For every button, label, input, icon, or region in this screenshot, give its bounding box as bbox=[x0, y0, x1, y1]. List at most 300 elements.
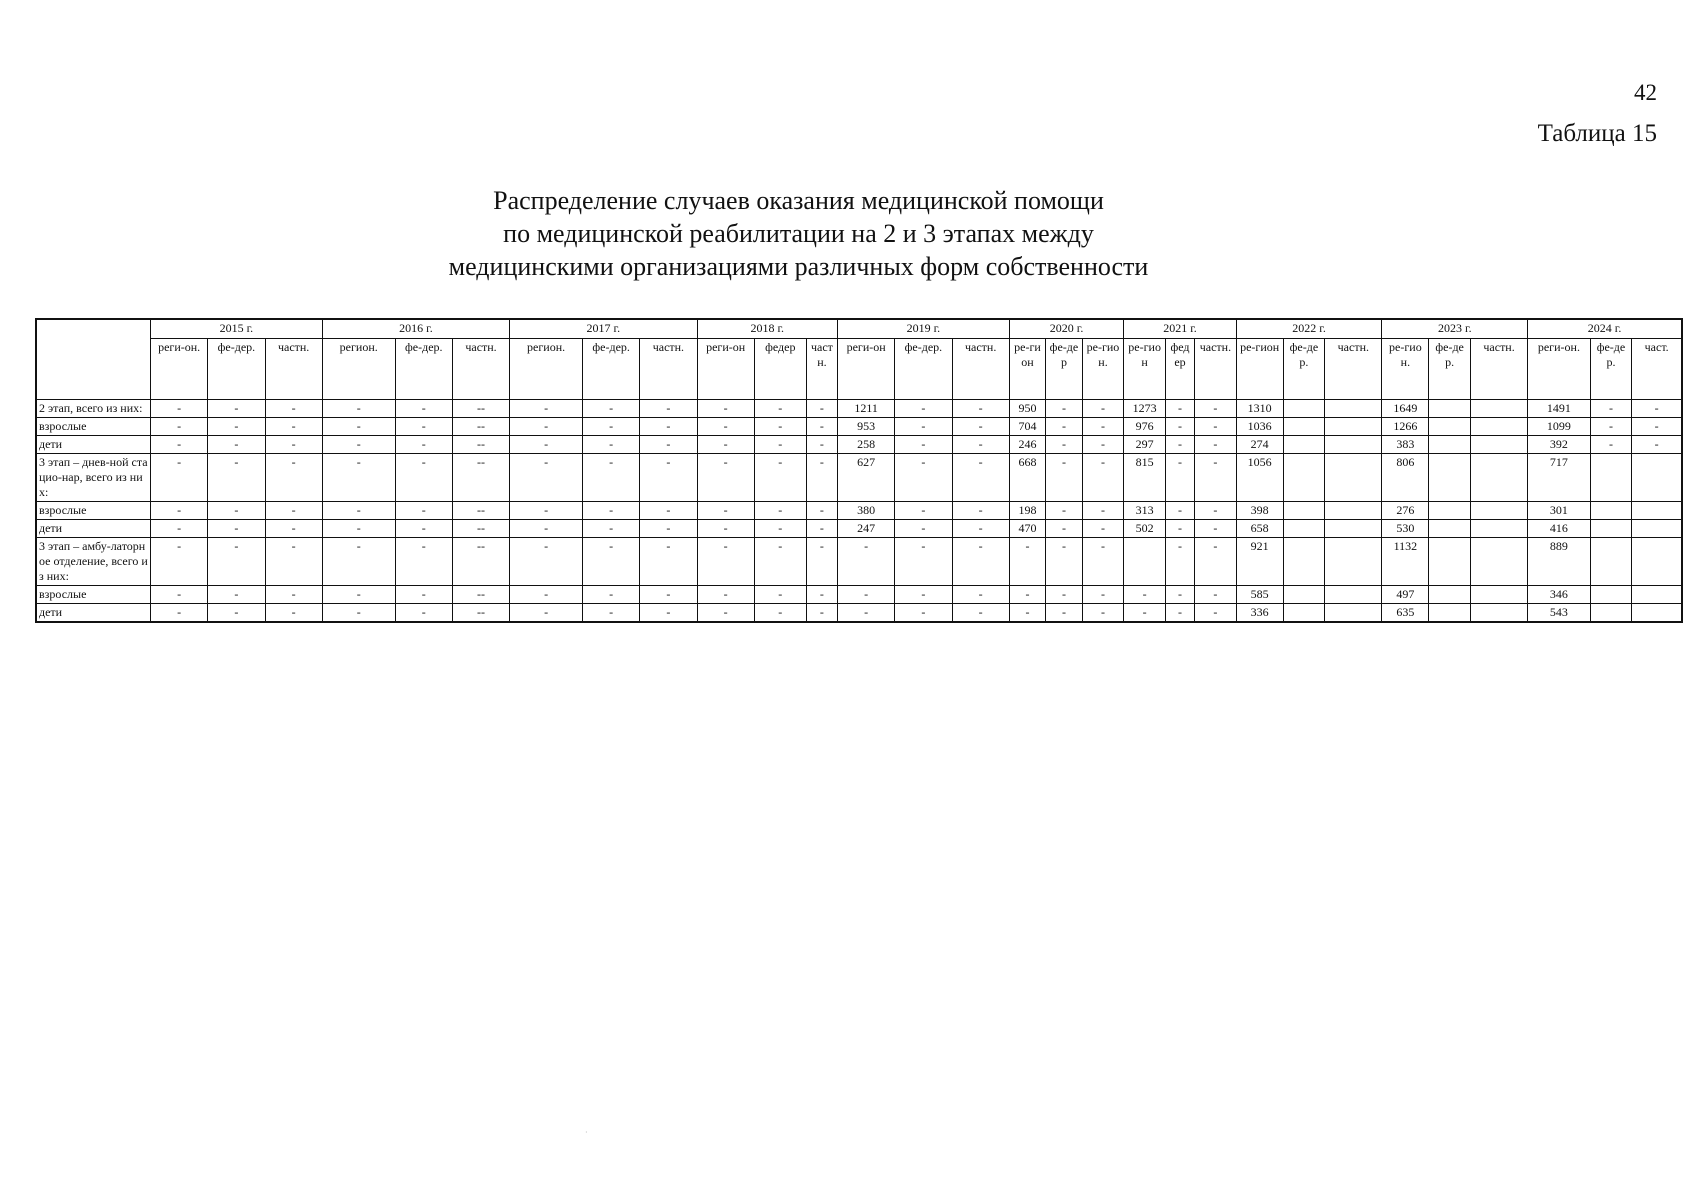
table-cell: - bbox=[583, 604, 640, 623]
table-cell: - bbox=[583, 418, 640, 436]
table-cell: - bbox=[151, 586, 208, 604]
table-cell: -- bbox=[452, 538, 509, 586]
table-cell: - bbox=[322, 538, 395, 586]
year-header: 2023 г. bbox=[1382, 319, 1528, 339]
table-row bbox=[36, 538, 1682, 586]
ownership-subheader: регион. bbox=[510, 339, 583, 400]
table-row bbox=[36, 520, 1682, 538]
table-row bbox=[36, 502, 1682, 520]
table-cell bbox=[1429, 502, 1471, 520]
table-cell: - bbox=[806, 400, 837, 418]
table-cell bbox=[1283, 454, 1325, 502]
table-cell: - bbox=[952, 586, 1009, 604]
table-cell: - bbox=[1082, 400, 1124, 418]
table-cell bbox=[1283, 436, 1325, 454]
table-cell: - bbox=[1046, 502, 1082, 520]
table-cell: - bbox=[895, 418, 952, 436]
ownership-subheader: реги-он. bbox=[151, 339, 208, 400]
table-cell: - bbox=[640, 538, 697, 586]
table-cell bbox=[1470, 436, 1527, 454]
table-cell: - bbox=[697, 502, 754, 520]
table-cell: 668 bbox=[1009, 454, 1045, 502]
table-cell: - bbox=[640, 454, 697, 502]
year-header: 2019 г. bbox=[838, 319, 1010, 339]
table-cell: 398 bbox=[1236, 502, 1283, 520]
table-cell: - bbox=[1082, 520, 1124, 538]
table-cell: - bbox=[640, 418, 697, 436]
table-cell: -- bbox=[452, 604, 509, 623]
table-cell bbox=[1632, 520, 1682, 538]
table-cell: - bbox=[583, 502, 640, 520]
table-cell: 1491 bbox=[1528, 400, 1590, 418]
table-cell: - bbox=[640, 520, 697, 538]
table-cell: 976 bbox=[1124, 418, 1166, 436]
table-cell: - bbox=[322, 586, 395, 604]
table-cell: - bbox=[1195, 586, 1237, 604]
table-cell bbox=[1470, 520, 1527, 538]
table-cell: - bbox=[208, 538, 265, 586]
ownership-subheader: частн. bbox=[1195, 339, 1237, 400]
table-cell: - bbox=[265, 400, 322, 418]
table-cell bbox=[1632, 454, 1682, 502]
table-cell bbox=[1470, 454, 1527, 502]
table-cell: - bbox=[395, 454, 452, 502]
ownership-subheader: реги-он bbox=[838, 339, 895, 400]
table-cell bbox=[1429, 520, 1471, 538]
ownership-subheader: фе-дер. bbox=[395, 339, 452, 400]
table-cell bbox=[1429, 604, 1471, 623]
table-cell: 543 bbox=[1528, 604, 1590, 623]
table-row bbox=[36, 400, 1682, 418]
table-cell: - bbox=[1195, 520, 1237, 538]
table-cell: - bbox=[208, 418, 265, 436]
table-cell: - bbox=[395, 586, 452, 604]
table-cell: - bbox=[1046, 520, 1082, 538]
table-cell: - bbox=[395, 436, 452, 454]
table-cell: 585 bbox=[1236, 586, 1283, 604]
table-cell: - bbox=[265, 520, 322, 538]
table-cell: - bbox=[1046, 538, 1082, 586]
table-row bbox=[36, 436, 1682, 454]
row-label: взрослые bbox=[36, 502, 151, 520]
table-cell: - bbox=[322, 400, 395, 418]
table-cell: - bbox=[265, 418, 322, 436]
table-cell: - bbox=[1165, 520, 1194, 538]
year-header: 2024 г. bbox=[1528, 319, 1682, 339]
table-cell: - bbox=[1632, 418, 1682, 436]
table-cell: - bbox=[1082, 604, 1124, 623]
title-line: по медицинской реабилитации на 2 и 3 этапах между bbox=[503, 219, 1094, 248]
table-cell: - bbox=[952, 538, 1009, 586]
table-cell: - bbox=[806, 604, 837, 623]
table-title bbox=[0, 184, 1697, 283]
table-cell bbox=[1325, 604, 1382, 623]
table-cell: 627 bbox=[838, 454, 895, 502]
table-cell bbox=[1283, 604, 1325, 623]
table-cell: - bbox=[151, 520, 208, 538]
table-cell: - bbox=[806, 520, 837, 538]
table-cell: - bbox=[1082, 418, 1124, 436]
table-cell: 301 bbox=[1528, 502, 1590, 520]
table-cell: - bbox=[952, 400, 1009, 418]
table-cell: - bbox=[697, 400, 754, 418]
table-cell: - bbox=[265, 538, 322, 586]
table-cell bbox=[1590, 454, 1632, 502]
table-cell: - bbox=[583, 436, 640, 454]
table-cell: - bbox=[640, 436, 697, 454]
table-cell: - bbox=[1046, 436, 1082, 454]
table-cell bbox=[1429, 454, 1471, 502]
ownership-subheader: фе-дер bbox=[1046, 339, 1082, 400]
distribution-table bbox=[35, 318, 1683, 623]
table-cell: - bbox=[322, 502, 395, 520]
table-cell: - bbox=[1009, 604, 1045, 623]
table-cell: - bbox=[697, 436, 754, 454]
table-cell: 530 bbox=[1382, 520, 1429, 538]
table-cell: - bbox=[1165, 418, 1194, 436]
table-cell: 1099 bbox=[1528, 418, 1590, 436]
table-cell: 502 bbox=[1124, 520, 1166, 538]
year-header: 2016 г. bbox=[322, 319, 509, 339]
table-cell bbox=[1632, 502, 1682, 520]
table-cell: - bbox=[806, 586, 837, 604]
ownership-subheader: частн. bbox=[1470, 339, 1527, 400]
table-cell: -- bbox=[452, 418, 509, 436]
table-cell: - bbox=[265, 454, 322, 502]
table-cell: - bbox=[697, 586, 754, 604]
table-cell: - bbox=[1046, 400, 1082, 418]
table-cell: - bbox=[583, 454, 640, 502]
table-cell: - bbox=[1046, 586, 1082, 604]
table-cell: 815 bbox=[1124, 454, 1166, 502]
table-cell bbox=[1283, 418, 1325, 436]
ownership-subheader: частн. bbox=[806, 339, 837, 400]
table-cell: - bbox=[1195, 418, 1237, 436]
table-cell: 921 bbox=[1236, 538, 1283, 586]
table-cell: - bbox=[322, 436, 395, 454]
table-cell: - bbox=[510, 586, 583, 604]
table-cell: - bbox=[952, 502, 1009, 520]
year-header: 2015 г. bbox=[151, 319, 323, 339]
table-cell: 717 bbox=[1528, 454, 1590, 502]
table-cell: - bbox=[640, 502, 697, 520]
table-cell: - bbox=[1046, 418, 1082, 436]
table-cell bbox=[1429, 538, 1471, 586]
table-cell: - bbox=[1046, 454, 1082, 502]
table-cell bbox=[1632, 538, 1682, 586]
row-label: дети bbox=[36, 604, 151, 623]
table-cell bbox=[1590, 586, 1632, 604]
row-label: 3 этап – амбу-латорное отделение, всего из них: bbox=[36, 538, 151, 586]
table-cell bbox=[1590, 538, 1632, 586]
table-cell: 950 bbox=[1009, 400, 1045, 418]
table-cell: - bbox=[1632, 400, 1682, 418]
ownership-subheader: ре-гион bbox=[1009, 339, 1045, 400]
ownership-subheader: фе-дер. bbox=[1283, 339, 1325, 400]
ownership-subheader: частн. bbox=[952, 339, 1009, 400]
table-cell: - bbox=[322, 418, 395, 436]
year-header: 2021 г. bbox=[1124, 319, 1236, 339]
table-cell bbox=[1325, 502, 1382, 520]
table-cell: - bbox=[1082, 586, 1124, 604]
table-cell: - bbox=[806, 502, 837, 520]
table-cell: 247 bbox=[838, 520, 895, 538]
ownership-subheader: фе-дер. bbox=[1590, 339, 1632, 400]
table-cell: 392 bbox=[1528, 436, 1590, 454]
table-cell: - bbox=[952, 520, 1009, 538]
table-cell: 1266 bbox=[1382, 418, 1429, 436]
table-cell: - bbox=[395, 604, 452, 623]
table-cell bbox=[1470, 400, 1527, 418]
table-cell: - bbox=[510, 520, 583, 538]
table-cell: - bbox=[1590, 400, 1632, 418]
ownership-subheader: фе-дер. bbox=[583, 339, 640, 400]
table-cell: - bbox=[1124, 604, 1166, 623]
table-cell: - bbox=[510, 454, 583, 502]
table-cell: - bbox=[1082, 454, 1124, 502]
table-cell: - bbox=[895, 520, 952, 538]
ownership-subheader: реги-он. bbox=[1528, 339, 1590, 400]
table-cell: 1310 bbox=[1236, 400, 1283, 418]
year-header: 2020 г. bbox=[1009, 319, 1124, 339]
table-cell bbox=[1590, 502, 1632, 520]
table-cell: - bbox=[1165, 538, 1194, 586]
year-header: 2022 г. bbox=[1236, 319, 1382, 339]
table-cell: -- bbox=[452, 502, 509, 520]
ownership-subheader: ре-гион. bbox=[1082, 339, 1124, 400]
table-cell bbox=[1283, 502, 1325, 520]
table-cell: - bbox=[838, 538, 895, 586]
table-cell: 953 bbox=[838, 418, 895, 436]
table-cell: - bbox=[952, 604, 1009, 623]
table-cell: - bbox=[151, 502, 208, 520]
table-cell: - bbox=[322, 604, 395, 623]
table-cell: - bbox=[806, 454, 837, 502]
table-cell: - bbox=[510, 538, 583, 586]
ownership-subheader: частн. bbox=[640, 339, 697, 400]
table-cell: -- bbox=[452, 586, 509, 604]
table-cell: - bbox=[697, 538, 754, 586]
table-cell: 246 bbox=[1009, 436, 1045, 454]
table-cell: -- bbox=[452, 436, 509, 454]
table-cell: 1056 bbox=[1236, 454, 1283, 502]
row-label: дети bbox=[36, 520, 151, 538]
table-cell: - bbox=[1195, 604, 1237, 623]
table-cell: -- bbox=[452, 454, 509, 502]
table-cell: 1649 bbox=[1382, 400, 1429, 418]
table-cell: 806 bbox=[1382, 454, 1429, 502]
ownership-subheader: федер bbox=[754, 339, 806, 400]
table-cell: - bbox=[1009, 586, 1045, 604]
table-cell: - bbox=[510, 418, 583, 436]
table-cell bbox=[1429, 436, 1471, 454]
table-cell: - bbox=[1195, 502, 1237, 520]
table-cell: - bbox=[1082, 538, 1124, 586]
ownership-subheader: частн. bbox=[452, 339, 509, 400]
table-cell: - bbox=[754, 538, 806, 586]
table-cell: 380 bbox=[838, 502, 895, 520]
table-cell: - bbox=[265, 502, 322, 520]
table-cell: 658 bbox=[1236, 520, 1283, 538]
corner-cell bbox=[36, 319, 151, 400]
table-cell: - bbox=[838, 604, 895, 623]
table-cell: - bbox=[895, 436, 952, 454]
table-cell bbox=[1590, 604, 1632, 623]
title-line: Распределение случаев оказания медицинской помощи bbox=[493, 186, 1104, 215]
table-cell: -- bbox=[452, 400, 509, 418]
table-cell: - bbox=[754, 586, 806, 604]
table-cell: - bbox=[395, 502, 452, 520]
table-cell: - bbox=[151, 436, 208, 454]
table-cell: - bbox=[151, 454, 208, 502]
row-label: 2 этап, всего из них: bbox=[36, 400, 151, 418]
table-cell: - bbox=[640, 604, 697, 623]
table-cell: 1036 bbox=[1236, 418, 1283, 436]
table-cell bbox=[1325, 418, 1382, 436]
table-cell: - bbox=[265, 604, 322, 623]
table-cell: -- bbox=[452, 520, 509, 538]
table-cell: - bbox=[895, 502, 952, 520]
table-cell: - bbox=[583, 538, 640, 586]
table-cell bbox=[1325, 436, 1382, 454]
table-cell: - bbox=[208, 502, 265, 520]
table-cell: - bbox=[754, 520, 806, 538]
table-cell: - bbox=[1195, 400, 1237, 418]
table-cell: - bbox=[1632, 436, 1682, 454]
table-cell: - bbox=[208, 400, 265, 418]
table-cell bbox=[1470, 604, 1527, 623]
table-cell: - bbox=[1082, 436, 1124, 454]
table-cell: 258 bbox=[838, 436, 895, 454]
table-cell: - bbox=[895, 400, 952, 418]
table-cell: - bbox=[1165, 604, 1194, 623]
table-cell: - bbox=[697, 604, 754, 623]
table-cell: - bbox=[510, 400, 583, 418]
table-cell: 1132 bbox=[1382, 538, 1429, 586]
table-cell: - bbox=[322, 454, 395, 502]
ownership-subheader: регион. bbox=[322, 339, 395, 400]
table-cell: - bbox=[322, 520, 395, 538]
row-label: 3 этап – днев-ной стацио-нар, всего из них: bbox=[36, 454, 151, 502]
ownership-subheader: реги-он bbox=[697, 339, 754, 400]
table-cell: - bbox=[754, 502, 806, 520]
table-cell: - bbox=[1165, 454, 1194, 502]
table-cell: - bbox=[952, 454, 1009, 502]
table-cell: 313 bbox=[1124, 502, 1166, 520]
table-cell bbox=[1470, 538, 1527, 586]
table-cell bbox=[1590, 520, 1632, 538]
table-cell bbox=[1124, 538, 1166, 586]
table-cell: - bbox=[510, 604, 583, 623]
table-cell: - bbox=[208, 454, 265, 502]
ownership-subheader: част. bbox=[1632, 339, 1682, 400]
table-cell bbox=[1283, 520, 1325, 538]
ownership-subheader: фе-дер. bbox=[1429, 339, 1471, 400]
table-cell: - bbox=[395, 418, 452, 436]
table-cell: - bbox=[510, 502, 583, 520]
table-cell: - bbox=[895, 586, 952, 604]
table-cell: - bbox=[1082, 502, 1124, 520]
table-row bbox=[36, 418, 1682, 436]
table-cell: - bbox=[838, 586, 895, 604]
table-cell: 497 bbox=[1382, 586, 1429, 604]
table-cell: - bbox=[510, 436, 583, 454]
table-cell: - bbox=[395, 400, 452, 418]
table-cell: 416 bbox=[1528, 520, 1590, 538]
table-cell: - bbox=[1195, 454, 1237, 502]
table-cell bbox=[1470, 418, 1527, 436]
table-cell bbox=[1632, 604, 1682, 623]
table-cell: - bbox=[754, 418, 806, 436]
year-header: 2017 г. bbox=[510, 319, 697, 339]
table-cell bbox=[1429, 418, 1471, 436]
ownership-subheader: фе-дер. bbox=[208, 339, 265, 400]
ownership-subheader: ре-гион bbox=[1124, 339, 1166, 400]
table-cell bbox=[1429, 586, 1471, 604]
table-cell: - bbox=[640, 586, 697, 604]
table-cell bbox=[1325, 538, 1382, 586]
table-cell: 297 bbox=[1124, 436, 1166, 454]
table-label: Таблица 15 bbox=[1537, 120, 1657, 147]
table-cell: - bbox=[395, 520, 452, 538]
scan-mark: · bbox=[585, 1128, 588, 1137]
ownership-subheader: частн. bbox=[265, 339, 322, 400]
table-cell: - bbox=[895, 538, 952, 586]
table-cell: - bbox=[1590, 436, 1632, 454]
table-cell: - bbox=[208, 520, 265, 538]
table-cell: - bbox=[151, 418, 208, 436]
table-cell: - bbox=[754, 400, 806, 418]
table-cell: - bbox=[952, 418, 1009, 436]
table-cell: - bbox=[754, 436, 806, 454]
row-label: взрослые bbox=[36, 418, 151, 436]
table-cell: - bbox=[1195, 538, 1237, 586]
table-cell bbox=[1283, 400, 1325, 418]
table-cell: - bbox=[895, 454, 952, 502]
table-cell: - bbox=[806, 436, 837, 454]
table-cell: - bbox=[697, 418, 754, 436]
ownership-subheader: частн. bbox=[1325, 339, 1382, 400]
table-cell: - bbox=[583, 586, 640, 604]
table-cell: 346 bbox=[1528, 586, 1590, 604]
table-cell: - bbox=[640, 400, 697, 418]
table-cell: - bbox=[1009, 538, 1045, 586]
table-cell: - bbox=[754, 454, 806, 502]
table-cell bbox=[1429, 400, 1471, 418]
table-cell bbox=[1283, 586, 1325, 604]
table-cell bbox=[1325, 520, 1382, 538]
ownership-subheader: фе-дер. bbox=[895, 339, 952, 400]
table-cell: - bbox=[265, 586, 322, 604]
table-cell: - bbox=[1590, 418, 1632, 436]
table-cell: - bbox=[583, 520, 640, 538]
table-cell: 1273 bbox=[1124, 400, 1166, 418]
table-cell: - bbox=[1165, 436, 1194, 454]
table-cell: - bbox=[1124, 586, 1166, 604]
table-cell: 889 bbox=[1528, 538, 1590, 586]
ownership-subheader: ре-гион bbox=[1236, 339, 1283, 400]
ownership-subheader: федер bbox=[1165, 339, 1194, 400]
ownership-subheader: ре-гион. bbox=[1382, 339, 1429, 400]
table-cell: - bbox=[151, 604, 208, 623]
title-line: медицинскими организациями различных форм собственности bbox=[448, 252, 1149, 281]
row-label: взрослые bbox=[36, 586, 151, 604]
table-cell: - bbox=[697, 454, 754, 502]
table-cell: - bbox=[1165, 400, 1194, 418]
table-cell: - bbox=[1046, 604, 1082, 623]
table-cell: - bbox=[806, 418, 837, 436]
table-cell: - bbox=[1165, 502, 1194, 520]
